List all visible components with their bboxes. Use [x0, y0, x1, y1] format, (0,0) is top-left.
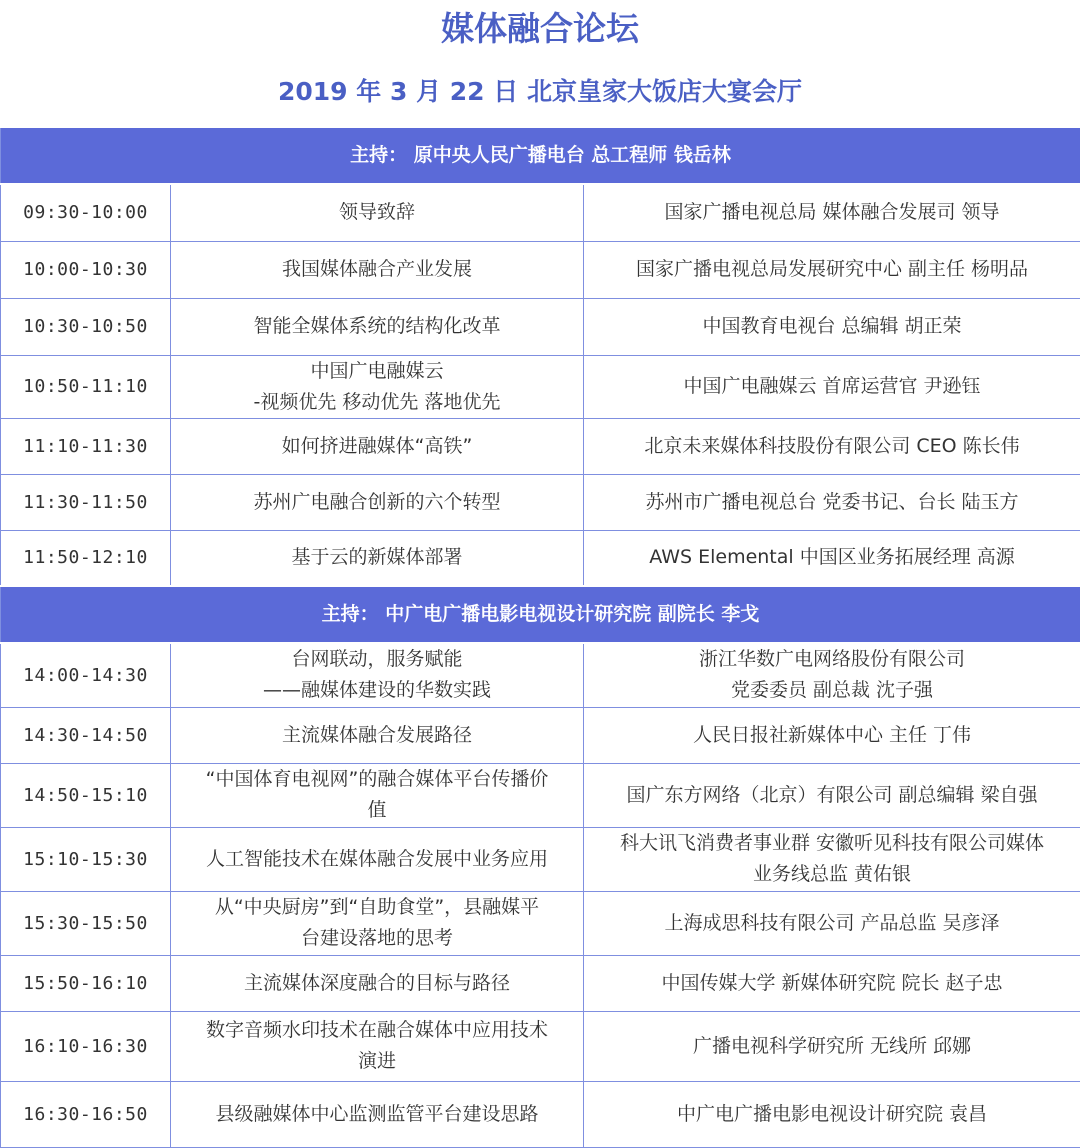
speaker: 中国传媒大学 新媒体研究院 院长 赵子忠 — [584, 955, 1080, 1011]
speaker: 人民日报社新媒体中心 主任 丁伟 — [584, 707, 1080, 763]
speaker: 中广电广播电影电视设计研究院 袁昌 — [584, 1081, 1080, 1147]
topic: 智能全媒体系统的结构化改革 — [171, 298, 584, 355]
time-slot: 16:30-16:50 — [1, 1081, 171, 1147]
speaker: 上海成思科技有限公司 产品总监 吴彦泽 — [584, 891, 1080, 955]
speaker: 浙江华数广电网络股份有限公司 党委委员 副总裁 沈子强 — [584, 643, 1080, 707]
event-date-venue: 2019 年 3 月 22 日 北京皇家大饭店大宴会厅 — [0, 72, 1080, 112]
agenda-row — [1, 241, 1080, 298]
topic: 中国广电融媒云 -视频优先 移动优先 落地优先 — [171, 355, 584, 418]
time-slot: 14:50-15:10 — [1, 763, 171, 827]
topic: “中国体育电视网”的融合媒体平台传播价 值 — [171, 763, 584, 827]
speaker: 中国教育电视台 总编辑 胡正荣 — [584, 298, 1080, 355]
topic: 数字音频水印技术在融合媒体中应用技术 演进 — [171, 1011, 584, 1081]
agenda-row — [1, 643, 1080, 707]
topic: 从“中央厨房”到“自助食堂”，县融媒平 台建设落地的思考 — [171, 891, 584, 955]
time-slot: 15:50-16:10 — [1, 955, 171, 1011]
topic: 我国媒体融合产业发展 — [171, 241, 584, 298]
agenda-row — [1, 763, 1080, 827]
host-row — [1, 586, 1080, 643]
agenda-row — [1, 1011, 1080, 1081]
speaker: 苏州市广播电视总台 党委书记、台长 陆玉方 — [584, 474, 1080, 530]
topic: 主流媒体融合发展路径 — [171, 707, 584, 763]
agenda-row — [1, 827, 1080, 891]
agenda-row — [1, 1081, 1080, 1147]
session-host: 主持： 原中央人民广播电台 总工程师 钱岳林 — [1, 127, 1080, 184]
time-slot: 16:10-16:30 — [1, 1011, 171, 1081]
time-slot: 14:30-14:50 — [1, 707, 171, 763]
speaker: 国家广播电视总局 媒体融合发展司 领导 — [584, 184, 1080, 241]
speaker: 国家广播电视总局发展研究中心 副主任 杨明品 — [584, 241, 1080, 298]
speaker: 国广东方网络（北京）有限公司 副总编辑 梁自强 — [584, 763, 1080, 827]
topic: 基于云的新媒体部署 — [171, 530, 584, 586]
speaker: 广播电视科学研究所 无线所 邱娜 — [584, 1011, 1080, 1081]
speaker: AWS Elemental 中国区业务拓展经理 高源 — [584, 530, 1080, 586]
agenda-row — [1, 418, 1080, 474]
page-title: 媒体融合论坛 — [0, 6, 1080, 52]
time-slot: 11:10-11:30 — [1, 418, 171, 474]
time-slot: 10:30-10:50 — [1, 298, 171, 355]
agenda-row — [1, 355, 1080, 418]
speaker: 科大讯飞消费者事业群 安徽听见科技有限公司媒体 业务线总监 黄佑银 — [584, 827, 1080, 891]
time-slot: 11:30-11:50 — [1, 474, 171, 530]
agenda-row — [1, 530, 1080, 586]
agenda-row — [1, 707, 1080, 763]
time-slot: 14:00-14:30 — [1, 643, 171, 707]
topic: 人工智能技术在媒体融合发展中业务应用 — [171, 827, 584, 891]
agenda-row — [1, 184, 1080, 241]
topic: 如何挤进融媒体“高铁” — [171, 418, 584, 474]
time-slot: 11:50-12:10 — [1, 530, 171, 586]
agenda-row — [1, 474, 1080, 530]
agenda-row — [1, 298, 1080, 355]
host-row — [1, 127, 1080, 184]
time-slot: 10:50-11:10 — [1, 355, 171, 418]
speaker: 北京未来媒体科技股份有限公司 CEO 陈长伟 — [584, 418, 1080, 474]
speaker: 中国广电融媒云 首席运营官 尹逊钰 — [584, 355, 1080, 418]
topic: 台网联动，服务赋能 ——融媒体建设的华数实践 — [171, 643, 584, 707]
time-slot: 09:30-10:00 — [1, 184, 171, 241]
agenda-table — [0, 126, 1080, 1148]
agenda-row — [1, 891, 1080, 955]
time-slot: 15:10-15:30 — [1, 827, 171, 891]
time-slot: 15:30-15:50 — [1, 891, 171, 955]
time-slot: 10:00-10:30 — [1, 241, 171, 298]
agenda-row — [1, 955, 1080, 1011]
topic: 主流媒体深度融合的目标与路径 — [171, 955, 584, 1011]
session-host: 主持： 中广电广播电影电视设计研究院 副院长 李戈 — [1, 586, 1080, 643]
topic: 苏州广电融合创新的六个转型 — [171, 474, 584, 530]
topic: 领导致辞 — [171, 184, 584, 241]
topic: 县级融媒体中心监测监管平台建设思路 — [171, 1081, 584, 1147]
